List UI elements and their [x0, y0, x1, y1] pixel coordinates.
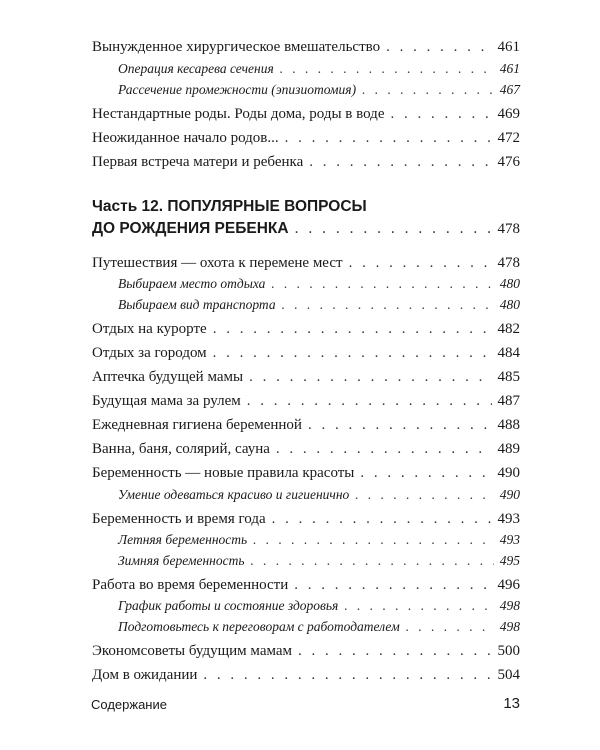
- toc-entry: [92, 104, 520, 124]
- toc-subentry: [118, 274, 520, 294]
- part-heading-entry: [92, 219, 520, 239]
- toc-entry-page: 482: [497, 321, 520, 337]
- leader-dots: [390, 104, 491, 124]
- toc-entry-title: Умение одеваться красиво и гигиенично: [118, 487, 350, 502]
- leader-dots: [249, 367, 491, 387]
- toc-entry-page: 467: [499, 82, 520, 97]
- toc-entry: [92, 665, 520, 685]
- toc-entry-page: 480: [499, 276, 520, 291]
- leader-dots: [294, 575, 491, 595]
- toc-entry: [92, 575, 520, 595]
- toc-entry-page: 498: [499, 598, 520, 613]
- part-heading: Часть 12. ПОПУЛЯРНЫЕ ВОПРОСЫ: [92, 198, 367, 215]
- toc-subentry: [118, 551, 520, 571]
- toc-entry: [92, 152, 520, 172]
- toc-entry-title: Экономсоветы будущим мамам: [92, 643, 293, 659]
- toc-entry-page: 461: [497, 39, 520, 55]
- leader-dots: [406, 617, 494, 637]
- toc-entry: [92, 319, 520, 339]
- toc-entry-page: 472: [497, 130, 520, 146]
- leader-dots: [251, 551, 494, 571]
- footer-section-title: Содержание: [91, 697, 167, 712]
- toc-subentry: [118, 596, 520, 616]
- toc-subentry: [118, 485, 520, 505]
- toc-entry-page: 485: [497, 369, 520, 385]
- toc-entry-title: Отдых за городом: [92, 345, 207, 361]
- toc-entry-title: Выбираем место отдыха: [118, 276, 266, 291]
- toc-entry-title: Беременность — новые правила красоты: [92, 465, 355, 481]
- leader-dots: [285, 128, 492, 148]
- leader-dots: [309, 152, 491, 172]
- leader-dots: [213, 343, 492, 363]
- toc-entry-page: 490: [499, 487, 520, 502]
- toc-subentry: [118, 617, 520, 637]
- leader-dots: [344, 596, 493, 616]
- toc-entry-page: 480: [499, 297, 520, 312]
- toc-entry-title: Путешествия — охота к перемене мест: [92, 255, 343, 271]
- toc-entry: [92, 253, 520, 273]
- toc-entry: [92, 367, 520, 387]
- leader-dots: [247, 391, 492, 411]
- toc-entry-title: Работа во время беременности: [92, 577, 289, 593]
- toc-entry-page: 496: [497, 577, 520, 593]
- toc-entry: [92, 415, 520, 435]
- leader-dots: [386, 37, 491, 57]
- toc-subentry: [118, 80, 520, 100]
- toc-entry-title: Подготовьтесь к переговорам с работодателем: [118, 619, 400, 634]
- leader-dots: [298, 641, 491, 661]
- leader-dots: [272, 509, 492, 529]
- toc-entry-title: Первая встреча матери и ребенка: [92, 154, 304, 170]
- leader-dots: [355, 485, 493, 505]
- toc-entry-page: 490: [497, 465, 520, 481]
- toc-entry-title: Рассечение промежности (эпизиотомия): [118, 82, 357, 97]
- toc-entry: [92, 439, 520, 459]
- toc-entry-title: Беременность и время года: [92, 511, 266, 527]
- toc-entry-page: 504: [497, 667, 520, 683]
- toc-entry-title: Неожиданное начало родов...: [92, 130, 279, 146]
- toc-entry-title: Ежедневная гигиена беременной: [92, 417, 302, 433]
- toc-entry-page: 484: [497, 345, 520, 361]
- toc-entry: [92, 37, 520, 57]
- toc-entry-page: 469: [497, 106, 520, 122]
- toc-entry-title: Зимняя беременность: [118, 553, 245, 568]
- leader-dots: [349, 253, 492, 273]
- toc-entry: [92, 463, 520, 483]
- toc-entry-title: Летняя беременность: [118, 532, 248, 547]
- toc-entry-title: Аптечка будущей мамы: [92, 369, 244, 385]
- toc-entry-page: 489: [497, 441, 520, 457]
- toc-subentry: [118, 295, 520, 315]
- leader-dots: [253, 530, 494, 550]
- toc-entry-page: 487: [497, 393, 520, 409]
- leader-dots: [213, 319, 492, 339]
- part-heading-title: ДО РОЖДЕНИЯ РЕБЕНКА: [92, 220, 289, 237]
- toc-entry-page: 461: [499, 61, 520, 76]
- leader-dots: [360, 463, 491, 483]
- toc-entry: [92, 391, 520, 411]
- toc-entry-title: Нестандартные роды. Роды дома, роды в воде: [92, 106, 385, 122]
- toc-entry-page: 493: [499, 532, 520, 547]
- toc-entry-title: Отдых на курорте: [92, 321, 207, 337]
- footer-page-number: 13: [503, 695, 520, 712]
- leader-dots: [295, 219, 492, 239]
- leader-dots: [203, 665, 491, 685]
- toc-entry-page: 488: [497, 417, 520, 433]
- leader-dots: [362, 80, 494, 100]
- toc-entry-page: 500: [497, 643, 520, 659]
- toc-subentry: [118, 59, 520, 79]
- toc-entry: [92, 641, 520, 661]
- toc-entry: [92, 343, 520, 363]
- toc-entry-page: 495: [499, 553, 520, 568]
- leader-dots: [276, 439, 492, 459]
- toc-entry: [92, 509, 520, 529]
- toc-entry-title: Выбираем вид транспорта: [118, 297, 276, 312]
- leader-dots: [280, 59, 494, 79]
- toc-entry-title: Операция кесарева сечения: [118, 61, 274, 76]
- toc-entry-title: Ванна, баня, солярий, сауна: [92, 441, 270, 457]
- toc-entry-page: 493: [497, 511, 520, 527]
- leader-dots: [271, 274, 493, 294]
- leader-dots: [308, 415, 492, 435]
- toc-entry-page: 498: [499, 619, 520, 634]
- toc-entry-title: Вынужденное хирургическое вмешательство: [92, 39, 381, 55]
- toc-entry-title: График работы и состояние здоровья: [118, 598, 339, 613]
- leader-dots: [282, 295, 494, 315]
- toc-entry-title: Будущая мама за рулем: [92, 393, 241, 409]
- toc-entry-page: 478: [497, 255, 520, 271]
- toc-entry: [92, 128, 520, 148]
- toc-subentry: [118, 530, 520, 550]
- toc-entry-page: 478: [497, 221, 520, 237]
- toc-entry-title: Дом в ожидании: [92, 667, 198, 683]
- toc-entry-page: 476: [497, 154, 520, 170]
